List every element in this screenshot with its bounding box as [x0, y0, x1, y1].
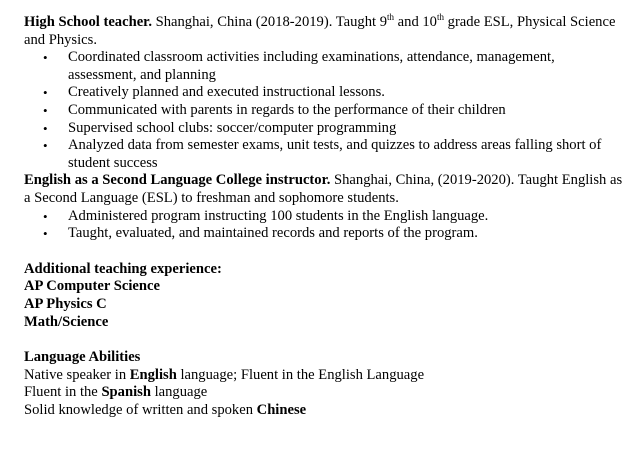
- job1-rest: grade ESL, Physical Science and Physics.: [24, 14, 616, 48]
- spacer: [24, 331, 624, 349]
- language-line-chinese: Solid knowledge of written and spoken Chinese: [24, 401, 307, 418]
- language-line-english: Native speaker in English language; Fluent in the English Language: [24, 366, 425, 383]
- languages-heading: Language Abilities: [24, 349, 141, 366]
- bullet-icon: •: [43, 208, 48, 224]
- language-line-spanish: Fluent in the Spanish language: [24, 384, 208, 401]
- job1-mid: and 10: [394, 14, 437, 30]
- job2-bullet-list: [24, 208, 624, 243]
- list-item: • Administered program instructing 100 students in the English language.: [43, 207, 489, 224]
- job2-description: Shanghai, China, (2019-2020). Taught English as a Second Language (ESL) to freshman and sophomore students.: [24, 172, 623, 206]
- bullet-icon: •: [43, 226, 48, 242]
- job2-title: English as a Second Language College instructor.: [24, 172, 331, 189]
- job2-header: [24, 172, 624, 207]
- additional-item: Math/Science: [24, 313, 109, 330]
- job1-sup-th: th: [387, 12, 395, 22]
- bullet-icon: •: [43, 85, 48, 101]
- job1-sup-th-2: th: [436, 12, 444, 22]
- additional-item: AP Physics C: [24, 295, 107, 312]
- list-item: • Coordinated classroom activities including examinations, attendance, management, assessment, and planning: [43, 49, 555, 83]
- job1-bullet-list: [24, 49, 624, 172]
- additional-heading: Additional teaching experience:: [24, 260, 222, 277]
- list-item: • Taught, evaluated, and maintained records and reports of the program.: [43, 225, 478, 242]
- spacer: [24, 243, 624, 261]
- bullet-icon: •: [43, 102, 48, 118]
- bullet-icon: •: [43, 120, 48, 136]
- list-item: • Supervised school clubs: soccer/computer programming: [43, 119, 397, 136]
- additional-item: AP Computer Science: [24, 278, 160, 295]
- job1-header: [24, 14, 624, 49]
- list-item: • Analyzed data from semester exams, unit tests, and quizzes to address areas falling short of student success: [43, 137, 602, 171]
- job1-title: High School teacher.: [24, 14, 152, 30]
- list-item: • Creatively planned and executed instructional lessons.: [43, 84, 385, 101]
- job1-location: Shanghai, China (2018-2019). Taught 9: [151, 14, 387, 30]
- bullet-icon: •: [43, 50, 48, 66]
- list-item: • Communicated with parents in regards to the performance of their children: [43, 101, 506, 118]
- bullet-icon: •: [43, 138, 48, 154]
